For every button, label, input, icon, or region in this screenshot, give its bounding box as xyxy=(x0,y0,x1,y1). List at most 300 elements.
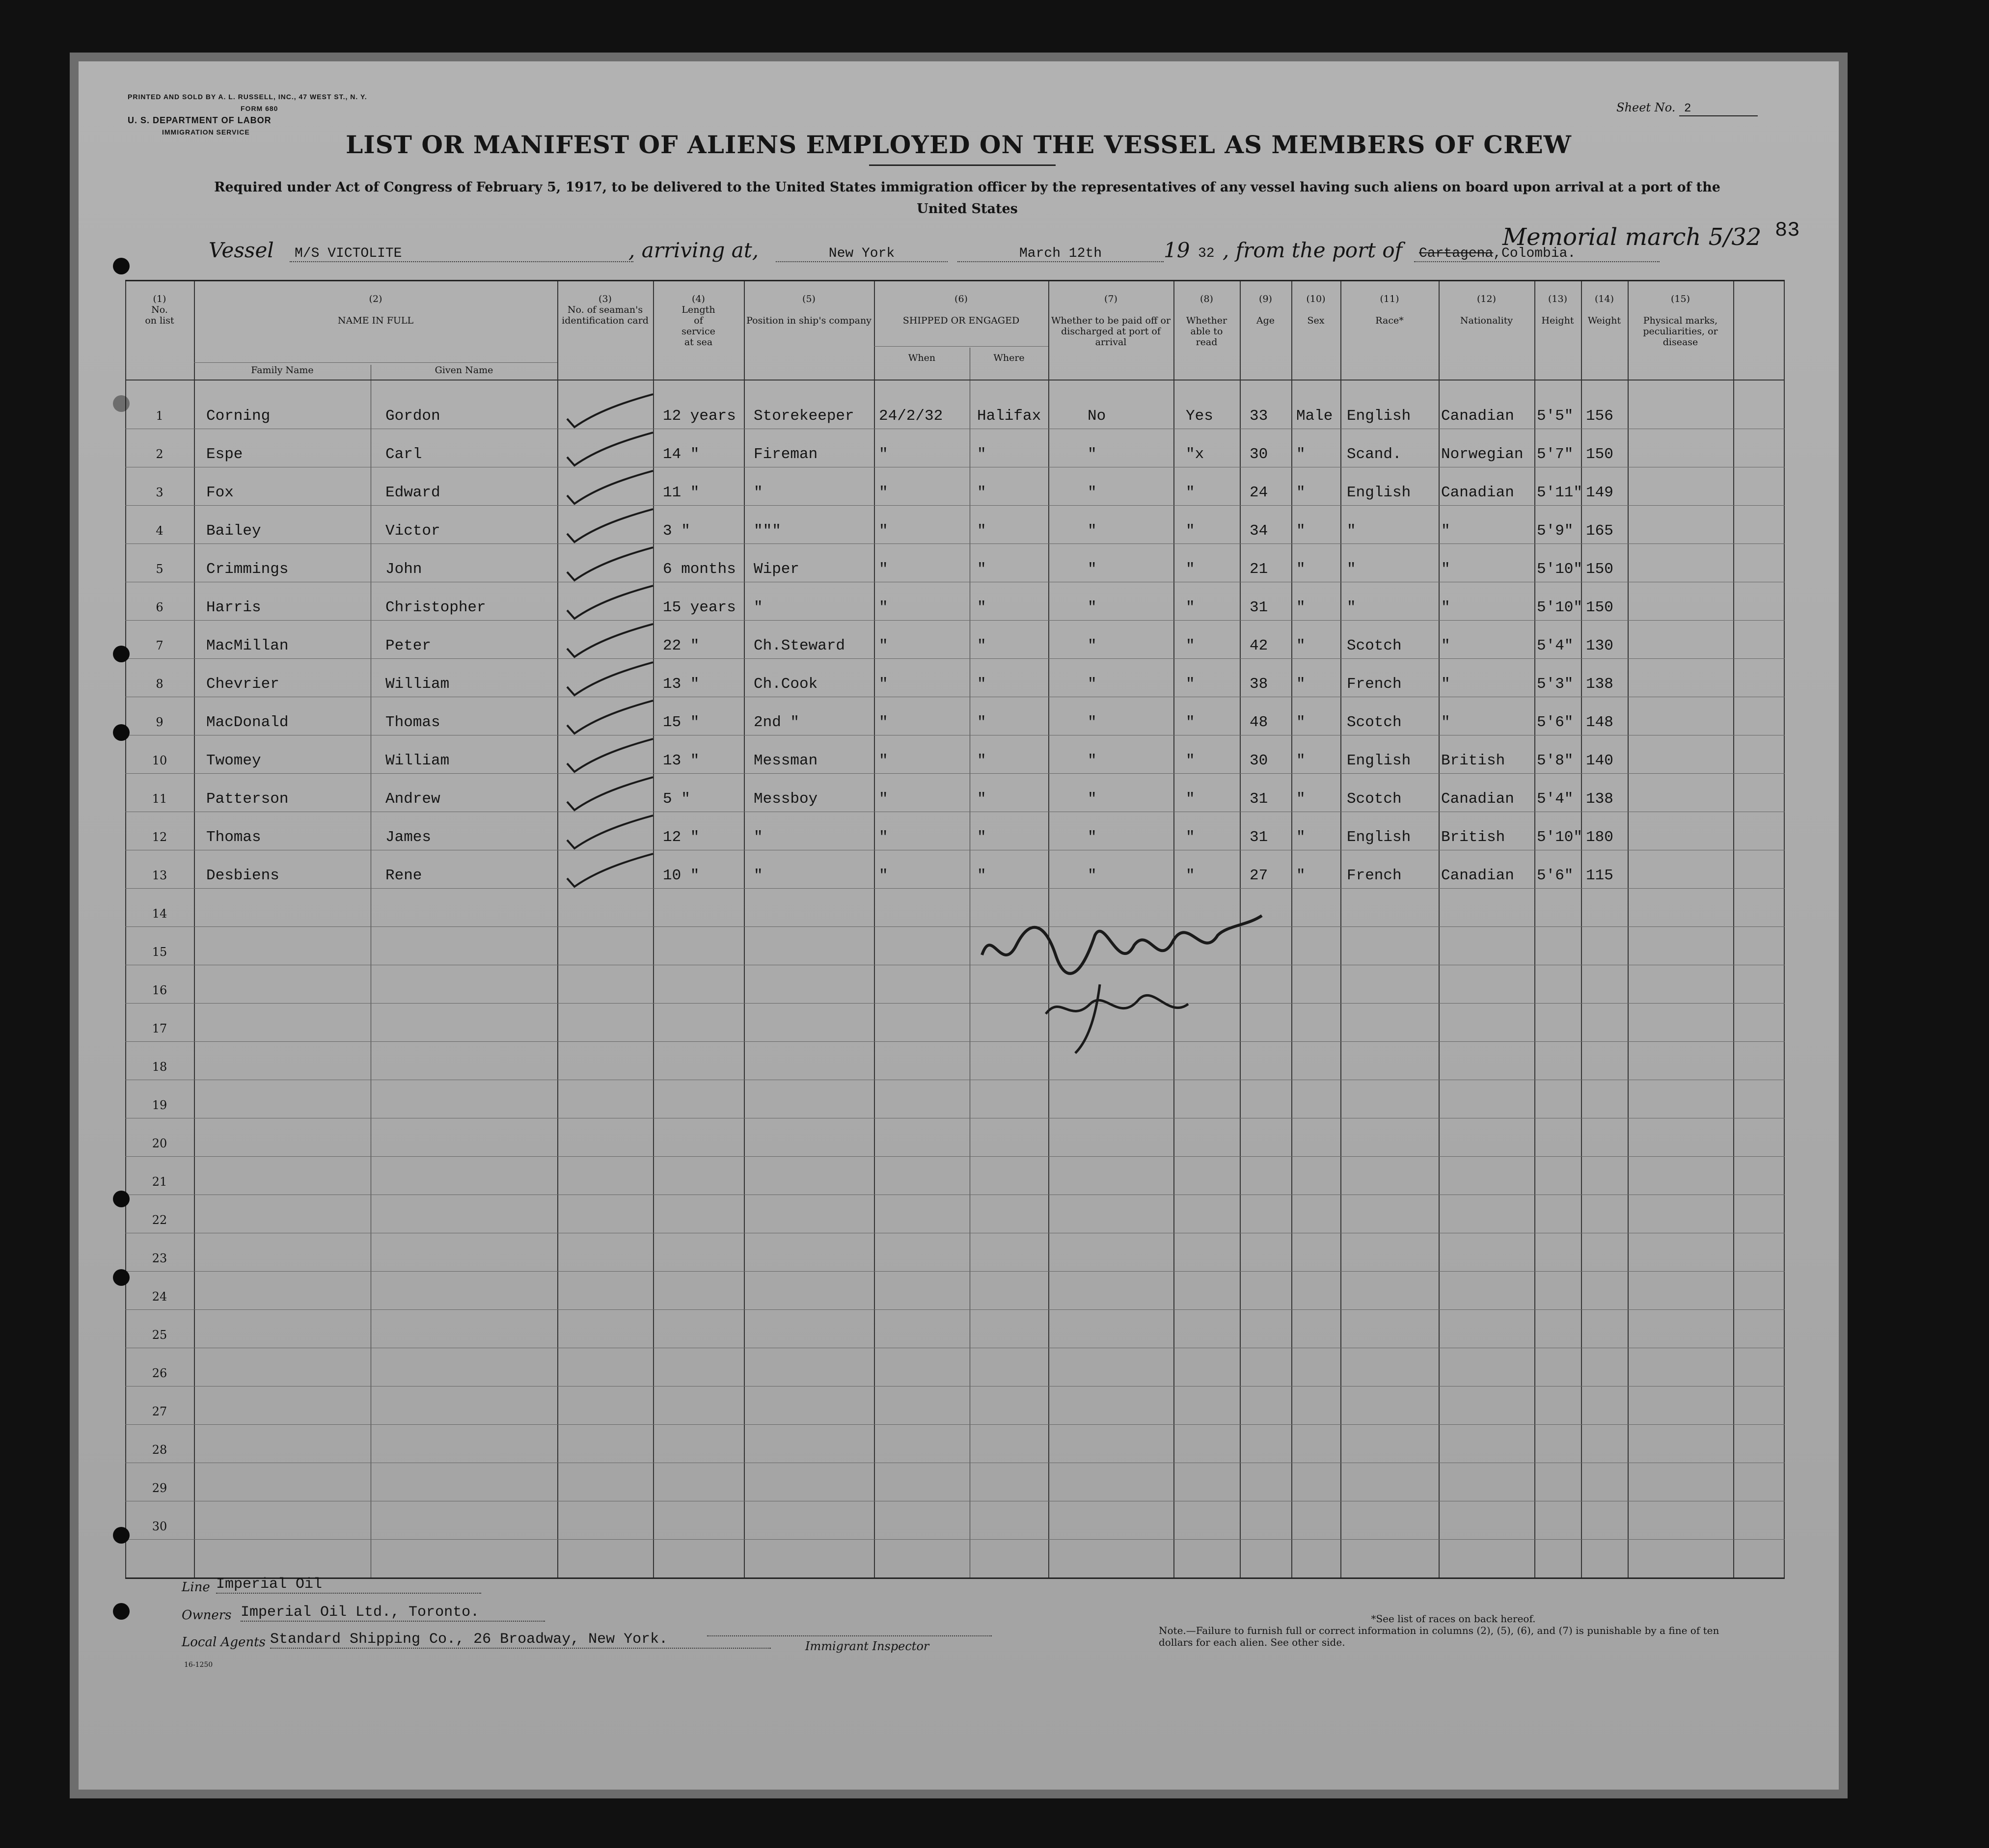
header-when: When xyxy=(908,353,936,363)
cell-given: Carl xyxy=(385,446,422,463)
cell-position: Fireman xyxy=(754,446,818,463)
cell-service: 12 " xyxy=(663,829,700,846)
binder-hole xyxy=(113,258,130,274)
cell-age: 34 xyxy=(1250,522,1268,540)
cell-family: Chevrier xyxy=(206,676,279,693)
cell-race: Scand. xyxy=(1347,446,1402,463)
header-col13 xyxy=(1534,294,1581,326)
inspector-label: Immigrant Inspector xyxy=(805,1639,929,1653)
manifest-sheet xyxy=(79,61,1839,1790)
row-number: 15 xyxy=(152,945,167,959)
imprint-line: U. S. DEPARTMENT OF LABOR xyxy=(128,115,272,125)
vessel-name: M/S VICTOLITE xyxy=(290,246,633,262)
cell-when: " xyxy=(879,484,888,501)
line-label: Line xyxy=(182,1580,210,1595)
header-num: (12) xyxy=(1476,294,1496,304)
header-num: (9) xyxy=(1259,294,1272,304)
row-number: 19 xyxy=(152,1098,167,1112)
cell-position: 2nd " xyxy=(754,714,800,731)
cell-age: 48 xyxy=(1250,714,1268,731)
cell-family: Fox xyxy=(206,484,234,501)
cell-weight: 150 xyxy=(1586,599,1613,616)
cell-service: 5 " xyxy=(663,790,690,808)
cell-paid: " xyxy=(1088,637,1097,654)
imprint-line: PRINTED AND SOLD BY A. L. RUSSELL, INC., 47 WEST ST., N. Y. xyxy=(128,93,367,101)
header-label: Height xyxy=(1541,315,1574,326)
cell-weight: 115 xyxy=(1586,867,1613,884)
header-num: (6) xyxy=(954,294,968,304)
header-label: Length of service at sea xyxy=(681,304,715,348)
check-mark-icon xyxy=(562,583,660,623)
header-col5 xyxy=(744,294,874,326)
cell-when: " xyxy=(879,561,888,578)
cell-age: 31 xyxy=(1250,599,1268,616)
cell-age: 33 xyxy=(1250,408,1268,425)
row-number: 9 xyxy=(156,715,163,729)
cell-family: Harris xyxy=(206,599,261,616)
header-label: Position in ship's company xyxy=(746,315,872,326)
row-number: 2 xyxy=(156,447,163,461)
cell-read: " xyxy=(1186,522,1195,540)
row-rule xyxy=(125,1156,1785,1157)
cell-given: William xyxy=(385,676,450,693)
cell-when: " xyxy=(879,637,888,654)
cell-read: " xyxy=(1186,867,1195,884)
cell-position: Ch.Cook xyxy=(754,676,818,693)
header-num: (1) xyxy=(153,294,166,304)
title-rule xyxy=(869,164,1056,166)
cell-race: English xyxy=(1347,829,1411,846)
row-number: 13 xyxy=(152,869,167,882)
vessel-label: Vessel xyxy=(209,238,274,262)
owners-label: Owners xyxy=(182,1608,232,1623)
cell-given: Gordon xyxy=(385,408,440,425)
cell-weight: 140 xyxy=(1586,752,1613,769)
from-port-struck: Cartagena xyxy=(1419,246,1494,261)
inspector-line xyxy=(707,1635,992,1636)
cell-family: MacDonald xyxy=(206,714,289,731)
cell-position: " xyxy=(754,484,763,501)
check-mark-icon xyxy=(562,430,660,469)
binder-hole xyxy=(113,1269,130,1286)
arrival-date: March 12th xyxy=(957,246,1164,262)
cell-paid: " xyxy=(1088,829,1097,846)
cell-nationality: " xyxy=(1441,561,1450,578)
cell-family: Espe xyxy=(206,446,243,463)
cell-where: " xyxy=(977,522,986,540)
cell-race: English xyxy=(1347,408,1411,425)
row-number: 14 xyxy=(152,907,167,921)
row-number: 11 xyxy=(152,792,167,806)
cell-height: 5'4" xyxy=(1537,637,1574,654)
header-num: (13) xyxy=(1548,294,1567,304)
cell-position: Messboy xyxy=(754,790,818,808)
cell-where: " xyxy=(977,676,986,693)
cell-weight: 165 xyxy=(1586,522,1613,540)
cell-read: " xyxy=(1186,676,1195,693)
header-col15 xyxy=(1628,294,1733,348)
cell-weight: 156 xyxy=(1586,408,1613,425)
cell-sex: " xyxy=(1296,752,1306,769)
cell-sex: " xyxy=(1296,599,1306,616)
header-label: Sex xyxy=(1307,315,1325,326)
cell-family: Thomas xyxy=(206,829,261,846)
binder-hole xyxy=(113,1603,130,1620)
header-num: (7) xyxy=(1104,294,1117,304)
binder-hole xyxy=(113,724,130,741)
cell-paid: " xyxy=(1088,599,1097,616)
cell-paid: " xyxy=(1088,446,1097,463)
cell-race: " xyxy=(1347,561,1356,578)
row-number: 29 xyxy=(152,1481,167,1495)
row-number: 17 xyxy=(152,1022,167,1035)
check-mark-icon xyxy=(562,851,660,891)
cell-nationality: " xyxy=(1441,637,1450,654)
cell-where: Halifax xyxy=(977,408,1041,425)
cell-weight: 138 xyxy=(1586,676,1613,693)
cell-sex: " xyxy=(1296,637,1306,654)
row-rule xyxy=(125,1003,1785,1004)
cell-age: 42 xyxy=(1250,637,1268,654)
cell-sex: " xyxy=(1296,867,1306,884)
year-prefix: 19 xyxy=(1164,238,1190,262)
row-rule xyxy=(125,1041,1785,1042)
cell-sex: " xyxy=(1296,714,1306,731)
cell-age: 31 xyxy=(1250,829,1268,846)
cell-position: " xyxy=(754,867,763,884)
cell-read: " xyxy=(1186,484,1195,501)
cell-given: Andrew xyxy=(385,790,440,808)
cell-service: 13 " xyxy=(663,752,700,769)
binder-hole xyxy=(113,1527,130,1544)
cell-read: " xyxy=(1186,752,1195,769)
cell-read: " xyxy=(1186,714,1195,731)
cell-service: 15 years xyxy=(663,599,736,616)
header-col2 xyxy=(194,294,557,326)
row-rule xyxy=(125,888,1785,889)
line-value: Imperial Oil xyxy=(216,1576,481,1594)
cell-where: " xyxy=(977,752,986,769)
cell-paid: " xyxy=(1088,522,1097,540)
cell-service: 3 " xyxy=(663,522,690,540)
cell-where: " xyxy=(977,446,986,463)
cell-where: " xyxy=(977,867,986,884)
header-label: No. on list xyxy=(145,304,174,326)
header-col8 xyxy=(1173,294,1240,348)
header-col7 xyxy=(1048,294,1173,348)
row-number: 1 xyxy=(156,409,163,423)
check-mark-icon xyxy=(562,736,660,776)
header-col11 xyxy=(1340,294,1439,326)
row-rule xyxy=(125,658,1785,659)
header-label: Nationality xyxy=(1460,315,1513,326)
arriving-label: , arriving at, xyxy=(628,238,759,262)
cell-given: James xyxy=(385,829,432,846)
header-num: (2) xyxy=(369,294,382,304)
header-col4 xyxy=(653,294,744,348)
cell-age: 38 xyxy=(1250,676,1268,693)
cell-given: John xyxy=(385,561,422,578)
cell-family: Corning xyxy=(206,408,271,425)
header-num: (4) xyxy=(692,294,705,304)
cell-sex: " xyxy=(1296,561,1306,578)
header-label: Whether to be paid off or discharged at port of arrival xyxy=(1051,315,1171,348)
cell-nationality: Norwegian xyxy=(1441,446,1524,463)
form-code: 16-1250 xyxy=(184,1661,213,1669)
cell-race: " xyxy=(1347,522,1356,540)
cell-where: " xyxy=(977,484,986,501)
check-mark-icon xyxy=(562,660,660,699)
crew-table xyxy=(125,280,1785,1579)
header-col12 xyxy=(1439,294,1534,326)
row-number: 12 xyxy=(152,830,167,844)
legal-note xyxy=(1159,1613,1748,1648)
cell-nationality: Canadian xyxy=(1441,408,1514,425)
sheet-label: Sheet No. xyxy=(1616,101,1676,114)
cell-height: 5'10" xyxy=(1537,599,1583,616)
row-rule xyxy=(125,926,1785,927)
check-mark-icon xyxy=(562,507,660,546)
row-rule xyxy=(125,1539,1785,1540)
cell-weight: 149 xyxy=(1586,484,1613,501)
cell-paid: " xyxy=(1088,561,1097,578)
row-number: 7 xyxy=(156,639,163,652)
header-label: SHIPPED OR ENGAGED xyxy=(902,315,1020,326)
check-mark-icon xyxy=(562,813,660,852)
cell-height: 5'6" xyxy=(1537,714,1574,731)
header-col1 xyxy=(125,294,194,326)
cell-position: Messman xyxy=(754,752,818,769)
header-num: (8) xyxy=(1200,294,1213,304)
cell-position: Ch.Steward xyxy=(754,637,845,654)
cell-weight: 138 xyxy=(1586,790,1613,808)
cell-where: " xyxy=(977,790,986,808)
cell-height: 5'3" xyxy=(1537,676,1574,693)
header-family-name: Family Name xyxy=(251,365,314,376)
from-port-label: , from the port of xyxy=(1223,238,1403,262)
race-note: *See list of races on back hereof. xyxy=(1371,1613,1536,1625)
cell-given: Thomas xyxy=(385,714,440,731)
cell-weight: 148 xyxy=(1586,714,1613,731)
row-number: 6 xyxy=(156,600,163,614)
cell-height: 5'9" xyxy=(1537,522,1574,540)
row-number: 18 xyxy=(152,1060,167,1074)
cell-age: 21 xyxy=(1250,561,1268,578)
cell-when: " xyxy=(879,714,888,731)
cell-nationality: " xyxy=(1441,676,1450,693)
cell-nationality: Canadian xyxy=(1441,867,1514,884)
cell-when: " xyxy=(879,599,888,616)
header-num: (10) xyxy=(1306,294,1326,304)
cell-height: 5'10" xyxy=(1537,561,1583,578)
cell-given: Edward xyxy=(385,484,440,501)
cell-weight: 180 xyxy=(1586,829,1613,846)
header-num: (11) xyxy=(1380,294,1399,304)
row-number: 21 xyxy=(152,1175,167,1189)
cell-family: Crimmings xyxy=(206,561,289,578)
cell-race: French xyxy=(1347,867,1402,884)
header-label: Physical marks, peculiarities, or disease xyxy=(1643,315,1718,348)
check-mark-icon xyxy=(562,622,660,661)
handwritten-port-note: Memorial march 5/32 xyxy=(1502,223,1762,251)
cell-family: Bailey xyxy=(206,522,261,540)
cell-service: 10 " xyxy=(663,867,700,884)
check-mark-icon xyxy=(562,698,660,737)
row-number: 28 xyxy=(152,1443,167,1457)
header-label: Race* xyxy=(1375,315,1404,326)
year-suffix: 32 xyxy=(1198,246,1215,261)
cell-where: " xyxy=(977,637,986,654)
cell-given: William xyxy=(385,752,450,769)
header-label: Age xyxy=(1256,315,1275,326)
cell-where: " xyxy=(977,714,986,731)
cell-race: Scotch xyxy=(1347,637,1402,654)
cell-age: 30 xyxy=(1250,446,1268,463)
cell-height: 5'11" xyxy=(1537,484,1583,501)
cell-when: " xyxy=(879,522,888,540)
cell-when: " xyxy=(879,829,888,846)
check-mark-icon xyxy=(562,775,660,814)
cell-race: Scotch xyxy=(1347,714,1402,731)
header-col9 xyxy=(1240,294,1291,326)
cell-height: 5'5" xyxy=(1537,408,1574,425)
owners-value: Imperial Oil Ltd., Toronto. xyxy=(241,1604,545,1622)
cell-nationality: British xyxy=(1441,829,1505,846)
cell-age: 30 xyxy=(1250,752,1268,769)
cell-read: "x xyxy=(1186,446,1204,463)
cell-when: " xyxy=(879,867,888,884)
cell-service: 11 " xyxy=(663,484,700,501)
header-col10 xyxy=(1291,294,1340,326)
cell-paid: No xyxy=(1088,408,1106,425)
sheet-value: 2 xyxy=(1679,102,1758,116)
cell-given: Christopher xyxy=(385,599,486,616)
row-rule xyxy=(125,505,1785,506)
cell-nationality: " xyxy=(1441,599,1450,616)
cell-given: Rene xyxy=(385,867,422,884)
cell-sex: Male xyxy=(1296,408,1333,425)
row-number: 3 xyxy=(156,486,163,499)
header-label: NAME IN FULL xyxy=(337,315,414,326)
cell-when: " xyxy=(879,676,888,693)
cell-height: 5'6" xyxy=(1537,867,1574,884)
cell-family: Patterson xyxy=(206,790,289,808)
cell-service: 15 " xyxy=(663,714,700,731)
cell-paid: " xyxy=(1088,790,1097,808)
cell-service: 13 " xyxy=(663,676,700,693)
row-rule xyxy=(125,620,1785,621)
header-num: (5) xyxy=(802,294,816,304)
row-number: 16 xyxy=(152,983,167,997)
header-label: No. of seaman's identification card xyxy=(562,304,649,326)
cell-sex: " xyxy=(1296,676,1306,693)
row-number: 27 xyxy=(152,1405,167,1418)
cell-race: English xyxy=(1347,752,1411,769)
cell-position: Storekeeper xyxy=(754,408,854,425)
row-number: 5 xyxy=(156,562,163,576)
header-num: (15) xyxy=(1670,294,1690,304)
from-port-country: ,Colombia. xyxy=(1493,246,1576,261)
page-subtitle: Required under Act of Congress of February 5, 1917, to be delivered to the United States immigration officer by the representatives of any vessel having such aliens on board upon arrival at a port of the United States xyxy=(214,180,1720,217)
imprint-line: FORM 680 xyxy=(241,105,278,112)
cell-weight: 130 xyxy=(1586,637,1613,654)
agents-label: Local Agents xyxy=(182,1635,266,1650)
cell-position: " xyxy=(754,599,763,616)
arrival-port: New York xyxy=(776,246,948,262)
cell-height: 5'4" xyxy=(1537,790,1574,808)
cell-service: 14 " xyxy=(663,446,700,463)
cell-race: English xyxy=(1347,484,1411,501)
cell-sex: " xyxy=(1296,829,1306,846)
cell-read: " xyxy=(1186,790,1195,808)
agents-value: Standard Shipping Co., 26 Broadway, New York. xyxy=(270,1631,771,1649)
cell-age: 27 xyxy=(1250,867,1268,884)
imprint-line: IMMIGRATION SERVICE xyxy=(162,128,250,136)
cell-sex: " xyxy=(1296,790,1306,808)
cell-weight: 150 xyxy=(1586,561,1613,578)
cell-height: 5'8" xyxy=(1537,752,1574,769)
cell-nationality: " xyxy=(1441,522,1450,540)
cell-paid: " xyxy=(1088,484,1097,501)
cell-when: " xyxy=(879,752,888,769)
cell-where: " xyxy=(977,829,986,846)
cell-sex: " xyxy=(1296,484,1306,501)
cell-given: Victor xyxy=(385,522,440,540)
cell-race: " xyxy=(1347,599,1356,616)
cell-read: " xyxy=(1186,599,1195,616)
cell-read: " xyxy=(1186,829,1195,846)
cell-service: 6 months xyxy=(663,561,736,578)
cell-nationality: British xyxy=(1441,752,1505,769)
check-mark-icon xyxy=(562,468,660,508)
header-num: (14) xyxy=(1594,294,1614,304)
cell-family: MacMillan xyxy=(206,637,289,654)
sheet-number xyxy=(1616,101,1758,116)
penalty-note: Note.—Failure to furnish full or correct information in columns (2), (5), (6), and (7) is punishable by a fine of ten dollars for each alien. See other side. xyxy=(1159,1625,1719,1648)
header-where: Where xyxy=(993,353,1025,363)
row-rule xyxy=(125,1271,1785,1272)
header-label: Whether able to read xyxy=(1186,315,1227,348)
cell-when: " xyxy=(879,790,888,808)
cell-paid: " xyxy=(1088,676,1097,693)
cell-paid: " xyxy=(1088,752,1097,769)
cell-when: 24/2/32 xyxy=(879,408,943,425)
cell-family: Desbiens xyxy=(206,867,279,884)
cell-race: French xyxy=(1347,676,1402,693)
cell-sex: " xyxy=(1296,446,1306,463)
row-number: 22 xyxy=(152,1213,167,1227)
page-number: 83 xyxy=(1775,218,1800,242)
row-number: 4 xyxy=(156,524,163,538)
binder-hole xyxy=(113,1191,130,1207)
cell-where: " xyxy=(977,599,986,616)
header-col3 xyxy=(557,294,653,326)
cell-height: 5'10" xyxy=(1537,829,1583,846)
cell-nationality: Canadian xyxy=(1441,790,1514,808)
cell-position: " xyxy=(754,829,763,846)
cell-sex: " xyxy=(1296,522,1306,540)
binder-hole xyxy=(113,646,130,662)
page-title: LIST OR MANIFEST OF ALIENS EMPLOYED ON THE VESSEL AS MEMBERS OF CREW xyxy=(346,130,1572,159)
cell-family: Twomey xyxy=(206,752,261,769)
cell-position: """ xyxy=(754,522,781,540)
cell-read: " xyxy=(1186,561,1195,578)
row-number: 24 xyxy=(152,1290,167,1304)
binder-hole xyxy=(113,395,130,412)
cell-age: 31 xyxy=(1250,790,1268,808)
cell-height: 5'7" xyxy=(1537,446,1574,463)
cell-position: Wiper xyxy=(754,561,800,578)
